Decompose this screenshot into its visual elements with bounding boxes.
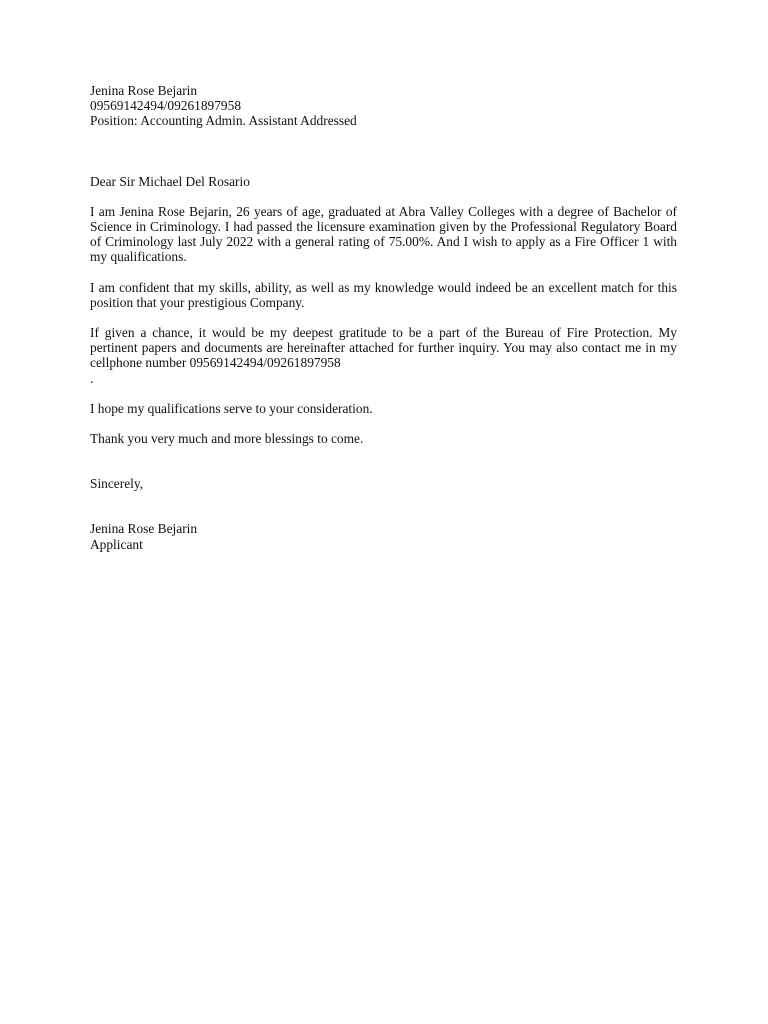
paragraph-contact: If given a chance, it would be my deepest gratitude to be a part of the Bureau of Fire Protection. My pertinent papers and documents are hereinafter attached for further inquiry. You may also contact me in my cellphone number 09569142494/09261897958 bbox=[90, 325, 677, 371]
signature-name: Jenina Rose Bejarin bbox=[90, 521, 198, 537]
signature-title: Applicant bbox=[90, 536, 143, 552]
paragraph-confidence: I am confident that my skills, ability, as well as my knowledge would indeed be an excellent match for this position that your prestigious Company. bbox=[90, 279, 677, 310]
stray-period: . bbox=[90, 370, 94, 386]
closing: Sincerely, bbox=[90, 476, 144, 492]
paragraph-intro: I am Jenina Rose Bejarin, 26 years of age, graduated at Abra Valley Colleges with a degree of Bachelor of Science in Criminology. I had passed the licensure examination given by the Professional Regulatory Board of Criminology last July 2022 with a general rating of 75.00%. And I wish to apply as a Fire Officer 1 with my qualifications. bbox=[90, 203, 677, 265]
salutation: Dear Sir Michael Del Rosario bbox=[90, 173, 250, 189]
sender-position: Position: Accounting Admin. Assistant Addressed bbox=[90, 113, 357, 129]
paragraph-consideration: I hope my qualifications serve to your consideration. bbox=[90, 400, 373, 416]
paragraph-contact-block bbox=[90, 325, 677, 386]
cover-letter bbox=[90, 83, 677, 552]
sender-block bbox=[90, 83, 677, 129]
paragraph-thanks: Thank you very much and more blessings to come. bbox=[90, 431, 364, 447]
sender-name: Jenina Rose Bejarin bbox=[90, 83, 198, 98]
signature-block bbox=[90, 521, 677, 551]
sender-phone: 09569142494/09261897958 bbox=[90, 98, 242, 114]
